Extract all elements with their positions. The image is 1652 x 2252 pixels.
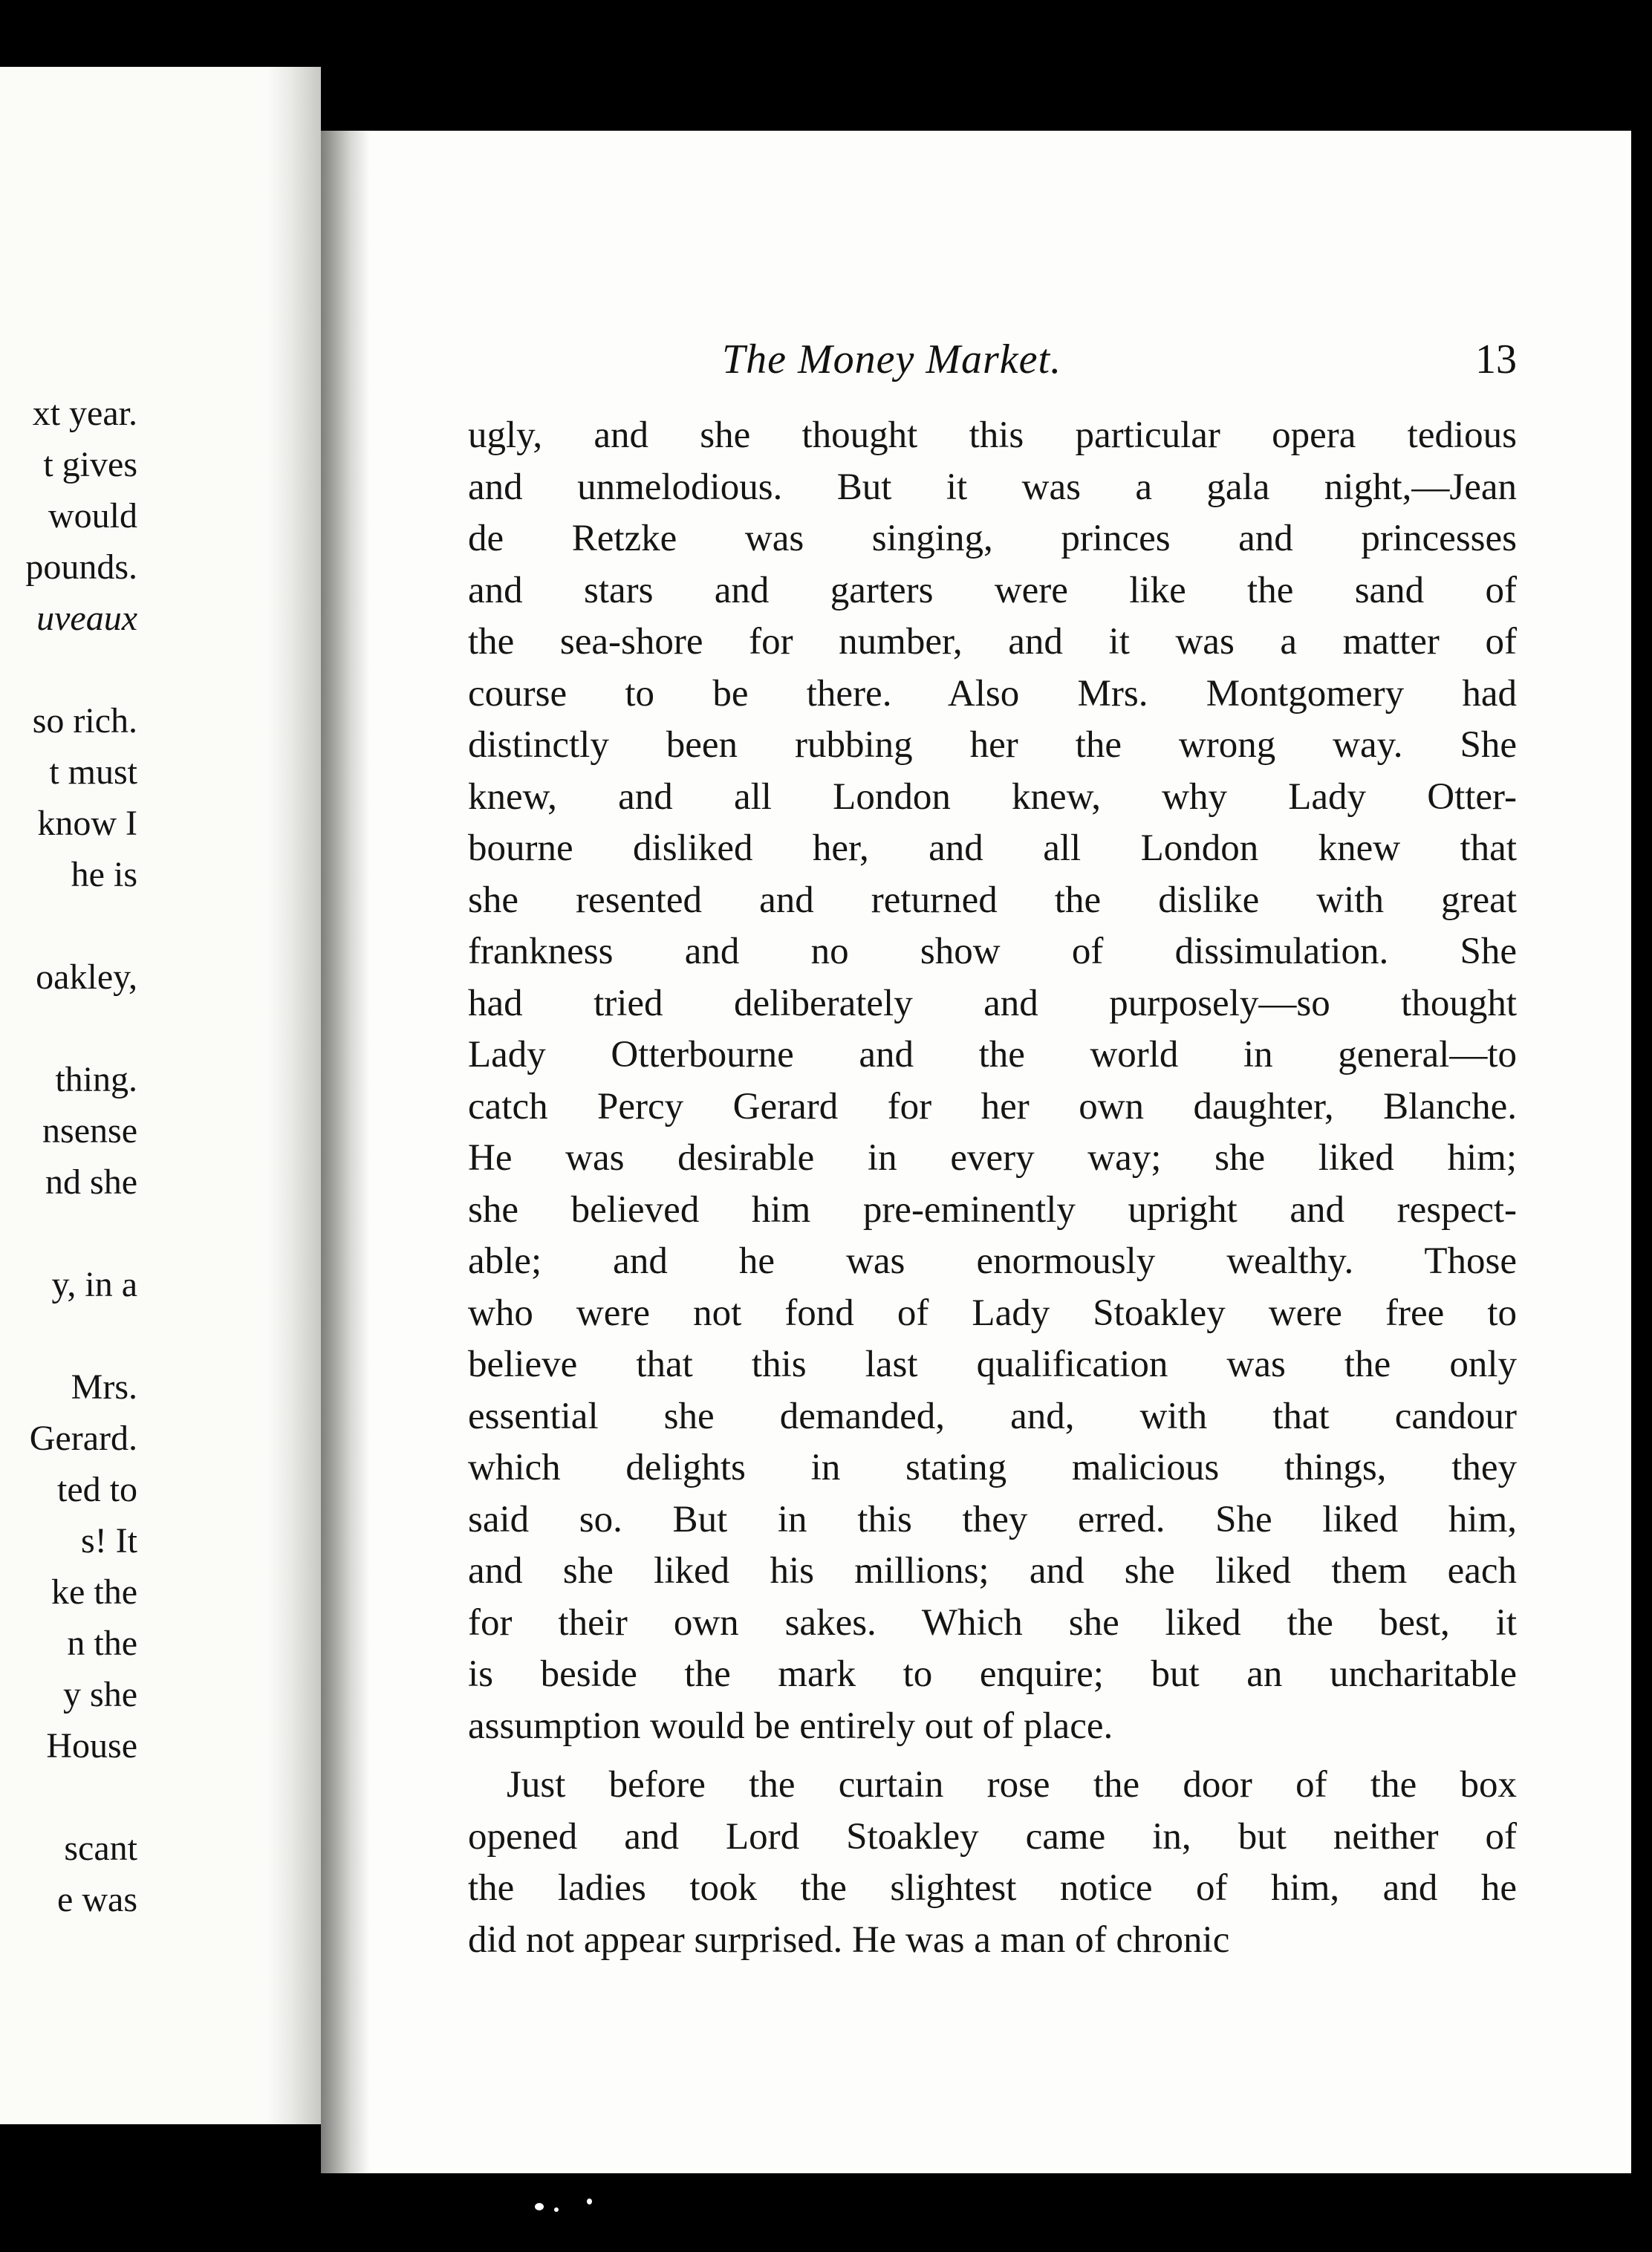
left-page-line: xt year. — [32, 394, 137, 433]
dust-speck — [535, 2203, 544, 2210]
left-page-gutter-shadow — [267, 67, 321, 2124]
left-page-line: y she — [63, 1675, 137, 1714]
left-page-line — [0, 1771, 137, 1823]
text-line: she resented and returned the dislike with great — [468, 879, 1517, 921]
left-page-line: nsense — [42, 1111, 137, 1151]
left-facing-page — [0, 67, 321, 2124]
left-page-line — [0, 644, 137, 695]
left-page-line: uveaux — [36, 599, 137, 638]
left-page-line: know I — [37, 804, 137, 843]
left-page-line: t must — [49, 752, 137, 792]
left-page-line — [0, 1208, 137, 1259]
text-line: said so. But in this they erred. She liked him, — [468, 1498, 1517, 1540]
left-page-line: pounds. — [25, 547, 137, 587]
page-number: 13 — [1475, 336, 1517, 383]
text-line: ugly, and she thought this particular opera tedious — [468, 414, 1517, 456]
left-page-line — [0, 1003, 137, 1054]
text-line: frankness and no show of dissimulation. She — [468, 931, 1517, 972]
text-line: knew, and all London knew, why Lady Otter- — [468, 775, 1517, 818]
left-page-line: he is — [71, 855, 137, 894]
text-line: opened and Lord Stoakley came in, but neither of — [468, 1815, 1517, 1858]
left-page-line — [0, 900, 137, 951]
text-line: distinctly been rubbing her the wrong way. She — [468, 724, 1517, 766]
left-page-line: thing. — [55, 1060, 137, 1099]
text-line: and unmelodious. But it was a gala night,—Jean — [468, 466, 1517, 508]
left-page-line: e was — [57, 1880, 137, 1919]
left-page-text-fragments — [0, 388, 137, 1925]
left-page-line — [0, 1310, 137, 1361]
text-line: able; and he was enormously wealthy. Those — [468, 1240, 1517, 1282]
paragraph-1 — [468, 410, 1517, 1752]
body-text — [468, 410, 1517, 1966]
left-page-line: ke the — [51, 1572, 137, 1612]
text-line: de Retzke was singing, princes and princesses — [468, 518, 1517, 559]
left-page-line: y, in a — [51, 1265, 137, 1304]
left-page-line: nd she — [45, 1162, 137, 1202]
text-line: assumption would be entirely out of place. — [468, 1705, 1113, 1747]
left-page-line: oakley, — [36, 957, 137, 997]
left-page-line: Mrs. — [71, 1367, 137, 1407]
right-page — [321, 131, 1631, 2173]
text-line: she believed him pre-eminently upright and respect- — [468, 1188, 1517, 1231]
text-line: Just before the curtain rose the door of the box — [507, 1764, 1517, 1806]
text-line: bourne disliked her, and all London knew that — [468, 827, 1517, 869]
text-line: believe that this last qualification was the only — [468, 1344, 1517, 1385]
text-line: for their own sakes. Which she liked the best, it — [468, 1601, 1517, 1644]
left-page-line: ted to — [57, 1470, 137, 1509]
text-line: essential she demanded, and, with that candour — [468, 1395, 1517, 1437]
text-line: and stars and garters were like the sand of — [468, 569, 1517, 611]
page-header — [722, 330, 1517, 389]
dust-speck — [587, 2199, 592, 2204]
dust-speck — [554, 2207, 559, 2212]
gutter-shadow — [321, 131, 370, 2173]
left-page-line: so rich. — [32, 701, 137, 741]
scan-dust-specks — [535, 2199, 624, 2221]
running-title: The Money Market. — [722, 336, 1062, 383]
text-line: the ladies took the slightest notice of him, and he — [468, 1867, 1517, 1909]
text-line: the sea-shore for number, and it was a matter of — [468, 621, 1517, 663]
text-line: had tried deliberately and purposely—so thought — [468, 982, 1517, 1024]
left-page-line: n the — [67, 1624, 137, 1663]
text-line: is beside the mark to enquire; but an uncharitable — [468, 1653, 1517, 1695]
left-page-line: s! It — [81, 1521, 137, 1561]
text-line: who were not fond of Lady Stoakley were free to — [468, 1292, 1517, 1334]
text-line: and she liked his millions; and she liked them each — [468, 1550, 1517, 1592]
text-line: did not appear surprised. He was a man of chronic — [468, 1919, 1230, 1961]
left-page-line: t gives — [43, 445, 137, 484]
left-page-line: scant — [64, 1829, 137, 1868]
paragraph-2 — [468, 1760, 1517, 1966]
left-page-line: would — [48, 496, 137, 536]
text-line: Lady Otterbourne and the world in general—to — [468, 1034, 1517, 1075]
left-page-line: Gerard. — [29, 1419, 137, 1458]
text-line: course to be there. Also Mrs. Montgomery had — [468, 672, 1517, 715]
text-line: which delights in stating malicious things, they — [468, 1447, 1517, 1488]
text-line: catch Percy Gerard for her own daughter, Blanche. — [468, 1085, 1517, 1127]
paragraph-gap — [468, 1752, 1517, 1760]
left-page-line: House — [46, 1726, 137, 1766]
text-line: He was desirable in every way; she liked him; — [468, 1137, 1517, 1179]
